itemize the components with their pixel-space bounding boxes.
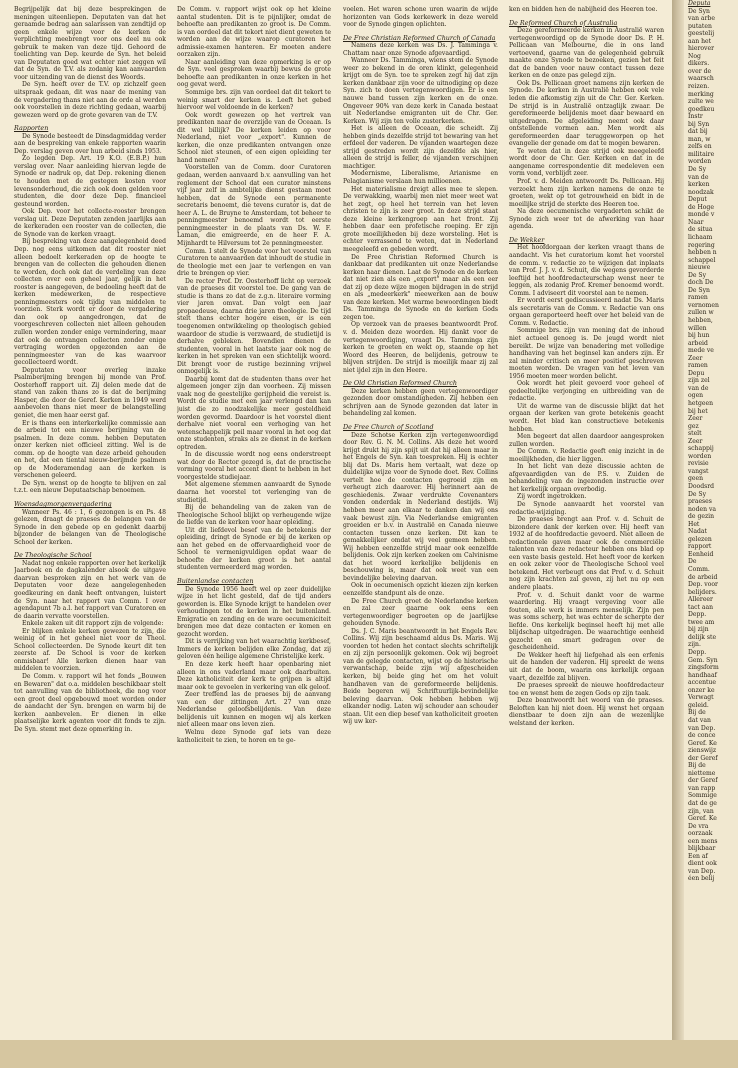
adjacent-page-line: dient ook — [688, 860, 717, 868]
adjacent-page-line: bij Syn — [688, 120, 710, 128]
adjacent-page-line: gez — [688, 422, 699, 430]
adjacent-page-line: waarsch — [688, 75, 714, 83]
paragraph: De Synode 1956 heeft wel op zeer duidelijke wijze in het licht gesteld, dat de tijd anders geworden is. Elke Synode krijgt te handelen over verhoudingen tot de kerken in het buitenland. Emigratie en zending en de ware oecumeniciteit brengen mee dat deze contacten er komen en gezocht worden. — [177, 585, 331, 638]
adjacent-page-line: De Syn — [688, 7, 710, 15]
page-gutter — [672, 0, 684, 1068]
paragraph: Voorstellen van de Comm. door Curatoren gedaan, werden aanvaard b.v. aanvulling van het reglement der School dat een curator minstens vijf jaar zelf in ambtelijke dienst gestaan moet hebben, dat de Synode een permanente secretaris benoemt, die tevens curator is, dat de heer A. L. de Bruyne te Amsterdam, tot beheer te penningmeester benoemd wordt tot eerste penningmeester in de plaats van Ds. W. F. Laman, die emigreerde, en de heer F. A. Mijnhardt te Hilversum tot 2e penningmeester. — [177, 164, 331, 247]
adjacent-page-line: zelfs en — [688, 143, 712, 151]
paragraph: En deze kerk heeft haar openbaring niet alleen in ons vaderland maar ook daarbuiten. Deze katholiciteit der kerk te grijpen is altijd maar ook te gevoelen in verkering van elk geloof. — [177, 661, 331, 691]
adjacent-page-line: de situa — [688, 226, 713, 234]
paragraph: Prof. v. d. Meiden antwoordt Ds. Pellicaan. Hij verzoekt hem zijn kerken namens de onze te groeten, wekt op tot getrouwheid en bidt in de moeilijke strijd de sterkte des Heeren toe. — [509, 178, 664, 208]
adjacent-page-line: hierover — [688, 45, 715, 53]
adjacent-page-line: hebben, — [688, 316, 713, 324]
adjacent-page-line: dat van — [688, 716, 711, 724]
paragraph: In de discussie wordt nog eens onderstreept wat door de Rector gezegd is, dat de practische vorming vooral het accent dient te hebben in het voorgestelde studiejaar. — [177, 451, 331, 481]
adjacent-page-line: Zeer — [688, 354, 703, 362]
paragraph: De Syn. wenst op de hoogte te blijven en zal t.z.t. een nieuw Deputaatschap benoemen. — [14, 479, 166, 495]
adjacent-page-line: dikers. — [688, 60, 710, 68]
adjacent-page-line: Een af — [688, 852, 708, 860]
adjacent-page-line: bij het — [688, 407, 708, 415]
paragraph: Het is alleen de Oceaan, die scheidt. Zij hebben ginds dezelfde strijd tot bewaring van het erfdeel der vaderen. De vijanden waartegen deze strijd gestreden wordt zijn dezelfde als hier, alleen de strijd is feller, de vijanden verschijnen machtiger. — [343, 125, 498, 170]
adjacent-page-line: Geref. Ke — [688, 739, 717, 747]
adjacent-page-line: vangst — [688, 467, 709, 475]
adjacent-page-line: Deputa — [688, 0, 711, 7]
paragraph: Het materialisme dreigt alles mee te slepen. De verwakking, waarbij men niet meer weet wat het zegt, op heel het terrein van het leven christen te zijn is zeer groot. In deze strijd staat deze kleine kerkengroep aan het front. Zij hebben daar een profetische roeping. Er zijn grote moeilijkheden bij deze worsteling. Het is echter verrassend te weten, dat in Nederland meegeleefd en gebeden wordt. — [343, 185, 498, 253]
adjacent-page-line: onzer ke — [688, 686, 715, 694]
adjacent-page-line: Nadat — [688, 528, 707, 536]
paragraph: De Free Church groet de Nederlandse kerken en zal zeer gaarne ook eens een vertegenwoordiger begroeten op de jaarlijkse gehouden Synode. — [343, 597, 498, 628]
section-heading-reformed-church-australia: De Reformed Church of Australia — [509, 18, 618, 27]
adjacent-page-line: goedkeu — [688, 105, 715, 113]
paragraph: Men begeert dat allen daardoor aangesproken zullen worden. — [509, 433, 664, 448]
adjacent-page-line: zingsform — [688, 664, 719, 672]
adjacent-page-line: Depu — [688, 369, 705, 377]
paragraph: De praeses brengt aan Prof. v. d. Schuit de bizondere dank der kerken over. Hij heeft van 1932 af de hoofdredactie gevoerd. Niet alleen de redactionele gaven maar ook de commerciële talenten van deze redacteur hebben ons blad op een vaste basis gesteld. Het heeft voor de kerken en ook zeker voor de Theologische School veel betekend. Het verbeugt ons dat Prof. v. d. Schuit nog zijn krachten zal geven, zij het nu op een andere plaats. — [509, 516, 664, 592]
paragraph: Zo legden Dep. Art. 19 K.O. (E.B.P.) hun verslag over. Naar aanleiding hiervan legde de Synode er nadruk op, dat Dep. rekening dienen te houden met de gestegen kosten voor levensonderhoud, die zich ook doen gelden voor studenten, die door deze Dep. financieel gesteund worden. — [14, 155, 166, 208]
paragraph: De Free Christian Reformed Church is dankbaar dat predikanten uit onze Nederlandse kerken haar dienen. Laat de Synode en de kerken dat niet zien als een „export" maar als een eer dat zij op deze wijze mogen bijdragen in de strijd en als „medeerkerk" meewerken aan de bouw van deze kerken. Met warme bewoordingen biedt Ds. Tamminga de Synode en de kerken Gods zegen toe. — [343, 253, 498, 321]
adjacent-page-line: geestelij — [688, 30, 715, 38]
adjacent-page-line: putaten — [688, 22, 712, 30]
adjacent-page-line: De vra — [688, 822, 709, 830]
paragraph: In het licht van deze discussie achten de afgevaardigden van de P.S. v. Zuiden de behandeling van de ingezonden instructie over het kerkelijk orgaan overbodig. — [509, 463, 664, 493]
adjacent-page-line: over de — [688, 67, 712, 75]
adjacent-page-line: Nog — [688, 52, 701, 60]
adjacent-page-line: oorzaak — [688, 830, 713, 838]
adjacent-page-line: de arbeid — [688, 573, 718, 581]
adjacent-page-line: bij zijn — [688, 626, 709, 634]
section-heading-theologische-school: De Theologische School — [14, 551, 92, 560]
adjacent-page-line: doch De — [688, 279, 714, 287]
adjacent-page-line: Gem. Syn — [688, 656, 718, 664]
paragraph: Ook Dep. voor het collecte-rooster brengen verslag uit. Deze Deputaten zenden jaarlijks aan de kerkeraden een rooster van de collecten, die de Synode van de kerken vraagt. — [14, 208, 166, 238]
section-heading-woensdagmorgen: Woensdagmorgenvergadering — [14, 500, 112, 508]
adjacent-page-line: De Sy — [688, 490, 707, 498]
adjacent-page-line: Bij de — [688, 762, 706, 770]
adjacent-page-text — [684, 0, 738, 883]
adjacent-page-line: lichaam — [688, 233, 713, 241]
adjacent-page-line: Instr — [688, 113, 703, 121]
adjacent-page-line: rapport — [688, 543, 712, 551]
paragraph: Comm. I stelt de Synode voor het voorstel van Curatoren te aanvaarden dat inhoudt de studie in de theologie met een jaar te verlengen en van drie te brengen op vier. — [177, 247, 331, 278]
section-heading-buitenlandse-contacten: Buitenlandse contacten — [177, 577, 254, 586]
paragraph: Deze kerken hebben geen vertegenwoordiger gezonden door omstandigheden. Zij hebben een schrijven aan de Synode gezonden dat later in behandeling zal komen. — [343, 387, 498, 418]
adjacent-page-line: militaire — [688, 150, 715, 158]
adjacent-page-line: dat bij — [688, 128, 708, 136]
adjacent-page-line: revisie — [688, 460, 709, 468]
adjacent-page-line: ramen — [688, 362, 708, 370]
paragraph: De Syn. heeft over de T.V. op zichzelf geen uitspraak gedaan, dit was naar de mening van de vergadering thans niet aan de orde al werden ook voorstellen in deze richting gedaan, waarbij gewezen werd op de grote gevaren van de T.V. — [14, 81, 166, 119]
adjacent-page-line: van Dep. — [688, 724, 716, 732]
adjacent-page-line: Zeer — [688, 415, 703, 423]
paragraph: De Comm. v. Redactie geeft enig inzicht in de moeilijkheden, die hier liggen. — [509, 448, 664, 463]
adjacent-page-edge — [684, 0, 738, 1068]
adjacent-page-line: van arbe — [688, 15, 715, 23]
adjacent-page-line: kerken — [688, 181, 710, 189]
scan-bottom-edge — [0, 1040, 738, 1068]
paragraph: ken en bidden hen de nabijheid des Heeren toe. — [509, 6, 658, 13]
adjacent-page-line: De Sy — [688, 166, 707, 174]
adjacent-page-line: de conce — [688, 732, 716, 740]
paragraph: Zij wordt ingetrokken. — [517, 493, 587, 501]
adjacent-page-line: Het — [688, 520, 700, 528]
adjacent-page-line: arbeid — [688, 339, 708, 347]
column-1 — [14, 6, 166, 1036]
adjacent-page-line: nietteme — [688, 769, 716, 777]
paragraph: Deze Schotse Kerken zijn vertegenwoordigd door Rev. G. N. M. Collins. Als deze het woord krijgt drukt hij zijn spijt uit dat hij alleen maar in het Engels de Syn. kan toespreken. Hij is echter blij dat Ds. Maris hem vertaalt, wat deze op duidelijke wijze voor de Synode doet. Rev. Collins vertelt hoe de contacten gegroeid zijn en verheugt zich daarover. Hij herinnert aan de geschiedenis. Zwaar verdrukte Covenanters vonden onderdak in Nederland destijds. Wij hebben meer aan elkaar te danken dan wij ons vaak bewust zijn. Via Nederlandse emigranten groeiden er b.v. in Australië en Canada nieuwe contacten tussen onze kerken. Dit kan te gemakkelijker omdat wij veel gemeen hebben. Wij hebben eenzelfde strijd maar ook eenzelfde belijdenis. Ook zijn kerken zoeken om Calvinisme dat het woord kerkelijke belijdenis en beschouwing is, maar dat ook weet van een bevindelijke beleving daarvan. — [343, 431, 498, 582]
paragraph: Enkele zaken uit dit rapport zijn de volgende: — [22, 620, 164, 628]
adjacent-page-line: éen belij — [688, 875, 715, 883]
paragraph: Bij bespreking van deze aangelegenheid deed Dep. nog eens uitkomen dat dit rooster niet alleen bedoelt kerkeraden op de hoogte te brengen van de collecten die gehouden dienen te worden, doch ook dat de verdeling van deze collecten over een geheel jaar, gelijk in het rooster is aangegeven, de bedoeling heeft dat de kerken medewerken, de respectieve penningmeesters ook tijdig van middelen te voorzien. Sterk wordt er door de vergadering dan ook op aangedrongen, dat de voorgeschreven collecten niet alleen gehouden zullen worden zonder enige vermindering, maar dat ook de ontvangen collecten zonder enige vertraging worden opgezonden aan de penningmeester van de kas waarvoor gecollecteerd wordt. — [14, 238, 166, 367]
adjacent-page-line: blijkbaar — [688, 845, 716, 853]
adjacent-page-line: mede ve — [688, 347, 714, 355]
adjacent-page-line: Bij de — [688, 709, 706, 717]
paragraph: Uit dit liefdevol besef van de betekenis der opleiding, dringt de Synode er bij de kerken op aan het gebed en de offervaardigheid voor de School te vermenigvuldigen opdat waar de behoefte der kerken groot is het aantal studenten vermeerderd mag worden. — [177, 526, 331, 572]
paragraph: Er wordt eerst gediscussieerd nadat Ds. Maris als secretaris van de Comm. v. Redactie van ons orgaan geraporteerd heeft over het beleid van de Comm. v. Redactie. — [509, 297, 664, 327]
adjacent-page-line: de Hoge — [688, 203, 714, 211]
adjacent-page-line: van de — [688, 173, 709, 181]
paragraph: Er is thans een interkerkelijke commissie aan de arbeid tot een nieuwe berijming van de psalmen. In deze comm. hebben Deputaten onzer kerken niet officieel zitting. Wel is de comm. op de hoogte van deze arbeid gehouden en het, dat een tiental nieuw-berijmde psalmen op de Moderamendag aan de kerken is verschenen geleerd. — [14, 419, 166, 480]
adjacent-page-line: der Geref — [688, 777, 718, 785]
paragraph: Het hoofdorgaan der kerken vraagt thans de aandacht. Vis het curatorium komt het voorstel de comm. v. redactie zo te wijzigen dat inplaats van Prof. J. J. v. d. Schuit, die wegens gevorderde leeftijd het hoofdredacteurschap wenst neer te leggen, als zodanig Prof. Kremer benoemd wordt. Comm. I adviseert dit voorstel aan te nemen. — [509, 244, 664, 297]
column-3 — [343, 6, 498, 1036]
section-heading-free-church-scotland: De Free Church of Scotland — [343, 422, 434, 431]
adjacent-page-line: Allereer — [688, 596, 713, 604]
paragraph: voelen. Het waren schone uren waarin de wijde horizonten van Gods kerkewerk in deze wereld voor de Synode gingen oplichten. — [343, 6, 498, 29]
adjacent-page-line: twee am — [688, 618, 715, 626]
section-heading-rapporten: Rapporten — [14, 124, 49, 133]
adjacent-page-line: Geref. Ke — [688, 815, 717, 823]
adjacent-page-line: zienswijz — [688, 747, 717, 755]
paragraph: De rector Prof. Dr. Oosterhoff licht op verzoek van de praeses dit voorstel toe. De gang van de studie is thans zo dat de z.g.n. literaire vorming vier jaren omvat. Dan volgt een jaar propaedeuse, daarna drie jaren theologie. De tijd stelt thans echter hogere eisen, er is een toegenomen ontwikkeling op theologisch gebied waardoor de studie is verzwaard, de studietijd is derhalve gebleken. Bovendien dienen de studenten, vooral in het laatste jaar ook nog de kerken in het spreken van een stichtelijk woord. Dit brengt voor de rustige bezinning vrijwel onmogelijk is. — [177, 277, 331, 376]
adjacent-page-line: Depp. — [688, 649, 707, 657]
adjacent-page-line: worden — [688, 452, 712, 460]
adjacent-page-line: bij hun — [688, 332, 710, 340]
column-2 — [177, 6, 331, 1036]
adjacent-page-line: worden — [688, 158, 712, 166]
column-4 — [509, 6, 664, 1036]
adjacent-page-line: De Sy — [688, 271, 707, 279]
adjacent-page-line: belijders. — [688, 588, 717, 596]
adjacent-page-line: hebben n — [688, 249, 717, 257]
adjacent-page-line: van de — [688, 384, 709, 392]
adjacent-page-line: der Geref — [688, 754, 718, 762]
paragraph: Namens deze kerken was Ds. J. Tamminga v. Chattam naar onze Synode afgevaardigd. — [343, 42, 498, 57]
adjacent-page-line: Eenheid — [688, 550, 714, 558]
paragraph: De Comm. v. rapport wil het fonds „Bouwen en Bewaren" dat o.a. middelen beschikbaar stelt tot aanvulling van de bibliotheek, die nog voor een groot deel opgebouwd moet worden onder de aandacht der Syn. brengen en warm bij de kerken aanbevelen. Er dienen in elke plaatselijke kerk agenten voor dit fonds te zijn. De Syn. stemt met deze opmerking in. — [14, 673, 166, 733]
paragraph: Sommige brs. zijn van oordeel dat dit tekort te weinig smart der kerken is. Leeft het gebed hiervoor wel voldoende in de kerken? — [177, 89, 331, 112]
adjacent-page-line: vernomen — [688, 301, 719, 309]
adjacent-page-line: praeses — [688, 498, 712, 506]
paragraph: Op verzoek van de praeses beantwoordt Prof. v. d. Meiden deze woorden. Hij dankt voor de vertegenwoordiging, vraagt Ds. Tamminga zijn kerken te groeten en wekt op, staande op het Woord des Heeren, de belijdenis, getrouw te blijven strijden. De strijd is moeilijk maar zij zal niet ijdel zijn in den Heere. — [343, 321, 498, 374]
col1-intro — [14, 6, 166, 119]
adjacent-page-line: stelt — [688, 430, 702, 438]
adjacent-page-line: Zeer — [688, 437, 703, 445]
paragraph: Wanneer Ps. 46 : 1, 6 gezongen is en Ps. 48 gelezen, draagt de praeses de belangen van de Synode in den gebede op en gedenkt daarbij bijzonder de belangen van de Theologische School der kerken. — [14, 508, 166, 546]
paragraph: De Comm. v. rapport wijst ook op het kleine aantal studenten. Dit is te pijnlijker, omdat de behoefte aan predikanten zo groot is. De Comm. is van oordeel dat dit tekort niet dient geweten te worden aan de wijze waarop curatoren het admissie-examen hanteren. Er moeten andere oorzaken zijn. — [177, 6, 331, 59]
adjacent-page-line: zijn, van — [688, 807, 714, 815]
adjacent-page-line: accentue — [688, 679, 716, 687]
adjacent-page-line: regering — [688, 241, 715, 249]
paragraph: Dit is verrijking van het waarachtig kerkbesef, Immers de kerken belijden elke Zondag, dat zij geloven één heilige algemene Christelijke kerk. — [177, 638, 331, 661]
paragraph: Welnu deze Synode gaf iets van deze katholiciteit te zien, te horen en te ge- — [177, 728, 331, 744]
paragraph: Ook in oecumenisch opzicht kiezen zijn kerken eenzelfde standpunt als de onze. — [343, 582, 498, 598]
adjacent-page-line: Comm. — [688, 566, 710, 574]
paragraph: Sommige brs. zijn van mening dat de inhoud niet actueel genoeg is. De jeugd wordt niet bereikt. De wijze van benadering met volledige handhaving van het beginsel kan anders zijn. Er zal minder critisch en meer positief geschreven moeten worden. De vragen van het leven van 1956 moeten meer worden belicht. — [509, 327, 664, 380]
paragraph: Uit de warme van de discussie blijkt dat het orgaan der kerken van grote betekenis geacht wordt. Het blad kan constructieve betekenis hebben. — [509, 402, 664, 433]
paragraph: De Wekker heeft hij liefgehad als een erfenis uit de handen der vaderen. Hij spreekt de wens uit dat de boom, waarin ons kerkelijk orgaan vaart, dezelfde zal blijven. — [509, 651, 664, 682]
paragraph: De Synode aanvaardt het voorstel van redactie-wijziging. — [509, 501, 664, 516]
adjacent-page-line: De — [688, 558, 697, 566]
adjacent-page-line: aan het — [688, 37, 712, 45]
adjacent-page-line: reizen. — [688, 83, 710, 91]
paragraph: Na deze oecumenische vergaderten schikt de Synode zich weer tot de afwerking van haar agenda. — [509, 208, 664, 231]
adjacent-page-line: noden va — [688, 505, 717, 513]
paragraph: Ook wordt het pleit gevoerd voor geheel of gedeeltelijke verjonging en uitbreiding van de redactie. — [509, 380, 664, 403]
adjacent-page-line: handhaaf — [688, 671, 717, 679]
section-heading-de-wekker: De Wekker — [509, 235, 545, 244]
paragraph: Bij de behandeling van de zaken van de Theologische School blijkt op verheugende wijze de liefde van de kerken voor haar opleiding. — [177, 504, 331, 527]
adjacent-page-line: van rapp — [688, 784, 716, 792]
adjacent-page-line: een mens — [688, 837, 718, 845]
adjacent-page-line: merking — [688, 90, 714, 98]
paragraph: Prof. v. d. Schuit dankt voor de warme waardering. Hij vraagt vergeving voor alle fouten, alle werk is immers menselijk. Zijn pen was soms scherp, het was echter de scherpte der liefde. Ons kerkelijk beginsel heeft hij met alle blijdschap uitgedragen. De waarachtige eenheid gezocht en smart gedragen over de gescheidenheid. — [509, 591, 664, 652]
adjacent-page-line: dat de ge — [688, 799, 717, 807]
adjacent-page-line: zijn. — [688, 641, 701, 649]
paragraph: Deputaten voor overleg inzake Psalmberijming brengen bij monde van Prof. Oosterhoff rapport uit. Zij delen mede dat de stand van zaken thans zo is dat de berijming Hasper, die door de Geref. Kerken in 1949 werd aanbevolen thans niet meer de belangstelling geniet, die men haar eerst gaf. — [14, 366, 166, 419]
adjacent-page-line: zullen w — [688, 309, 714, 317]
adjacent-page-line: hetgeen — [688, 399, 714, 407]
adjacent-page-line: van Dep. — [688, 867, 716, 875]
paragraph: Nadat nog enkele rapporten over het kerkelijk Jaarboek en de dagkalender alsook de uitgave daarvan besproken zijn en het werk van de Deputaten voor deze aangelegenheden goedkeuring en dank heeft ontvangen, luistert de Syn. naar het rapport van Comm. I over agendapunt 7b a.l. het rapport van Curatoren en de daarin vervatte voorstellen. — [14, 559, 166, 620]
paragraph: Ds. J. C. Maris beantwoordt in het Engels Rev. Collins. Wij zijn beschaamd aldus Ds. Maris. Wij voorden tot heden het contact slechts schriftelijk en zij zijn persoonlijk gekomen. Ook wij begroet van de gelegde contacten, wijst op de historische verwantschap, beide zijn wij afgescheiden kerken, bij beide ging het om het voluit handhaven van de gereformeerde belijdenis. Beide begeren wij Schriftuurlijk-bevindelijke beleving daarvan. Ook hebben hebben wij elkander nodig. Laten wij schouder aan schouder staan. Uit een diep besef van katholiciteit groeten wij uw ker- — [343, 627, 498, 726]
adjacent-page-line: willen — [688, 324, 707, 332]
section-heading-old-christian-reformed: De Old Christian Reformed Church — [343, 379, 457, 388]
adjacent-page-line: schappel — [688, 256, 716, 264]
paragraph: Daarbij komt dat de studenten thans over het algemeen jonger zijn dan voorheen. Zij missen vaak nog de geestelijke gerijpheid die vereist is. Wordt de studie met een jaar verlengd dan kan juist die zo noodzakelijke meer gesteldheid worden gevormd. Daardoor is het voorstel dient derhalve niet vooral een verhoging van het wetenschappelijk peil maar vooral in het oog dat onze studenten, straks als ze dienst in de kerken optreden. — [177, 375, 331, 451]
adjacent-page-line: Doodsrd — [688, 483, 715, 490]
adjacent-page-line: gelezen — [688, 535, 712, 543]
adjacent-page-line: schappij — [688, 445, 714, 453]
adjacent-page-line: noodzak — [688, 188, 714, 196]
paragraph: Er blijken enkele kerken gewezen te zijn, die weinig of in het geheel niet voor de Theol. School collecteerden. De Synode keurt dit ten zeerste af. De School is voor de kerken onmisbaar! Alle kerken dienen haar van middelen te voorzien. — [14, 627, 166, 673]
adjacent-page-line: De Syn — [688, 286, 710, 294]
paragraph: Deze beantwoordt het woord van de praeses. Beloften kan hij niet doen. Hij wenst het orgaan dienstbaar te doen zijn aan de wezenlijke welstand der kerken. — [509, 697, 664, 727]
paragraph: Te weten dat in deze strijd ook meegeleefd wordt door de Chr. Ger. Kerken en dat in de aangename correspondentie dit medeleven een vorm vond, verblijdt zeer. — [509, 147, 664, 178]
adjacent-page-line: Verwagt — [688, 694, 714, 702]
adjacent-page-line: monde v — [688, 211, 715, 219]
adjacent-page-line: geen — [688, 475, 704, 483]
adjacent-page-line: delijk ste — [688, 633, 717, 641]
adjacent-page-line: tact aan — [688, 603, 714, 611]
adjacent-page-line: ogen — [688, 392, 704, 400]
adjacent-page-line: zijn zel — [688, 377, 710, 385]
paragraph: De Synode besteedt de Dinsdagmiddag verder aan de bespreking van enkele rapporten waarin Dep. verslag geven over hun arbeid sinds 1953. — [14, 132, 166, 155]
paragraph: De praeses spreekt de nieuwe hoofdredacteur toe en wenst hem de zegen Gods op zijn taak. — [509, 682, 664, 697]
adjacent-page-line: Naar — [688, 218, 704, 226]
adjacent-page-line: nieuwe — [688, 264, 711, 272]
section-heading-free-christian-reformed: De Free Christian Reformed Church of Canada — [343, 33, 496, 42]
adjacent-page-line: Sommige — [688, 792, 717, 800]
adjacent-page-line: man, w — [688, 135, 711, 143]
adjacent-page-line: Deput — [688, 196, 707, 204]
paragraph: Zeer treffend las de praeses bij de aanvang van een der zittingen Art. 27 van onze Nederlandse geloofsbelijdenis. Van deze belijdenis uit kunnen en mogen wij als kerken niet alleen maar ons leven zien. — [177, 691, 331, 729]
adjacent-page-line: geleid. — [688, 701, 709, 709]
adjacent-page-line: zulte we — [688, 98, 714, 106]
adjacent-page-line: Dep. voor — [688, 581, 718, 589]
paragraph: Ook wordt gewezen op het vertrek van predikanten naar de overzijde van de Oceaan. Is dit wel billijk? De kerken leiden op voor Nederland, niet voor „export". Kunnen de kerken, die onze predikanten ontvangen onze School niet steunen, of een eigen opleiding ter hand nemen? — [177, 111, 331, 164]
paragraph: Deze gereformeerde kerken in Australië waren vertegenwoordigd op de Synode door Ds. P. H. Pellicaan van Melbourne, die in ons land vertoevend, gaarne van de gelegenheid gebruik maakte onze Synode te bezoeken, gezien het feit dat de banden voor nauw contact tussen deze kerken en de onze pas gelegd zijn. — [509, 27, 664, 80]
paragraph: Met algemene stemmen aanvaardt de Synode daarna het voorstel tot verlenging van de studietijd. — [177, 481, 331, 504]
paragraph: Begrijpelijk dat bij deze besprekingen de meningen uiteenliepen. Deputaten van dat het geraamde bedrag aan salarissen van zendtijd op geen enkele wijze voor de kerken de verplichting meebrengt voor ons deel nu ook gebruik te maken van deze tijd. Gehoord de toelichting van Dep. keurde de Syn. het beleid van Deputaten goed wat echter niet zeggen wil dat de Syn. de T.V. als zodanig kan aanvaarden voor uitzending van de dienst des Woords. — [14, 6, 166, 81]
adjacent-page-line: de gezin — [688, 513, 715, 521]
adjacent-page-line: Depp. — [688, 611, 707, 619]
paragraph: Ook Ds. Pellicaan groet namens zijn kerken de Synode. De kerken in Australië hebben ook vele leden die afkomstig zijn uit de Chr. Ger. Kerken. De strijd is in Australië ontzaglijk zwaar. De gereformeerde belijdenis moet daar bewaard en uitgedragen. De afgeleiding neemt ook daar ontstellende vormen aan. Men wordt als gereformeerden daar teruggeworpen op het evangelie der genade om dat te mogen bewaren. — [509, 79, 664, 148]
paragraph: Modernisme, Liberalisme, Arianisme en Pelagianisme verslaan hun millioenen. — [343, 170, 498, 186]
paragraph: Wanneer Ds. Tamminga, wiens stem de Synode weer zo bekend in de oren klinkt, gelegenheid krijgt om de Syn. toe te spreken zegt hij dat zijn kerken dankbaar zijn voor de uitnodiging op deze Syn. zich te doen vertegenwoordigen. Er is een nauwe band tussen zijn kerken en de onze. Ongeveer 90% van deze kerk in Canada bestaat uit Nederlandse emigranten uit de Chr. Ger. Kerken. Wij zijn ten volle zusterkerken. — [343, 57, 498, 125]
adjacent-page-line: ramen — [688, 294, 708, 302]
paragraph: Naar aanleiding van deze opmerking is er op de Syn. veel gesproken waarbij bewus de grote behoefte aan predikanten in onze kerken in het oog gevat werd. — [177, 58, 331, 89]
